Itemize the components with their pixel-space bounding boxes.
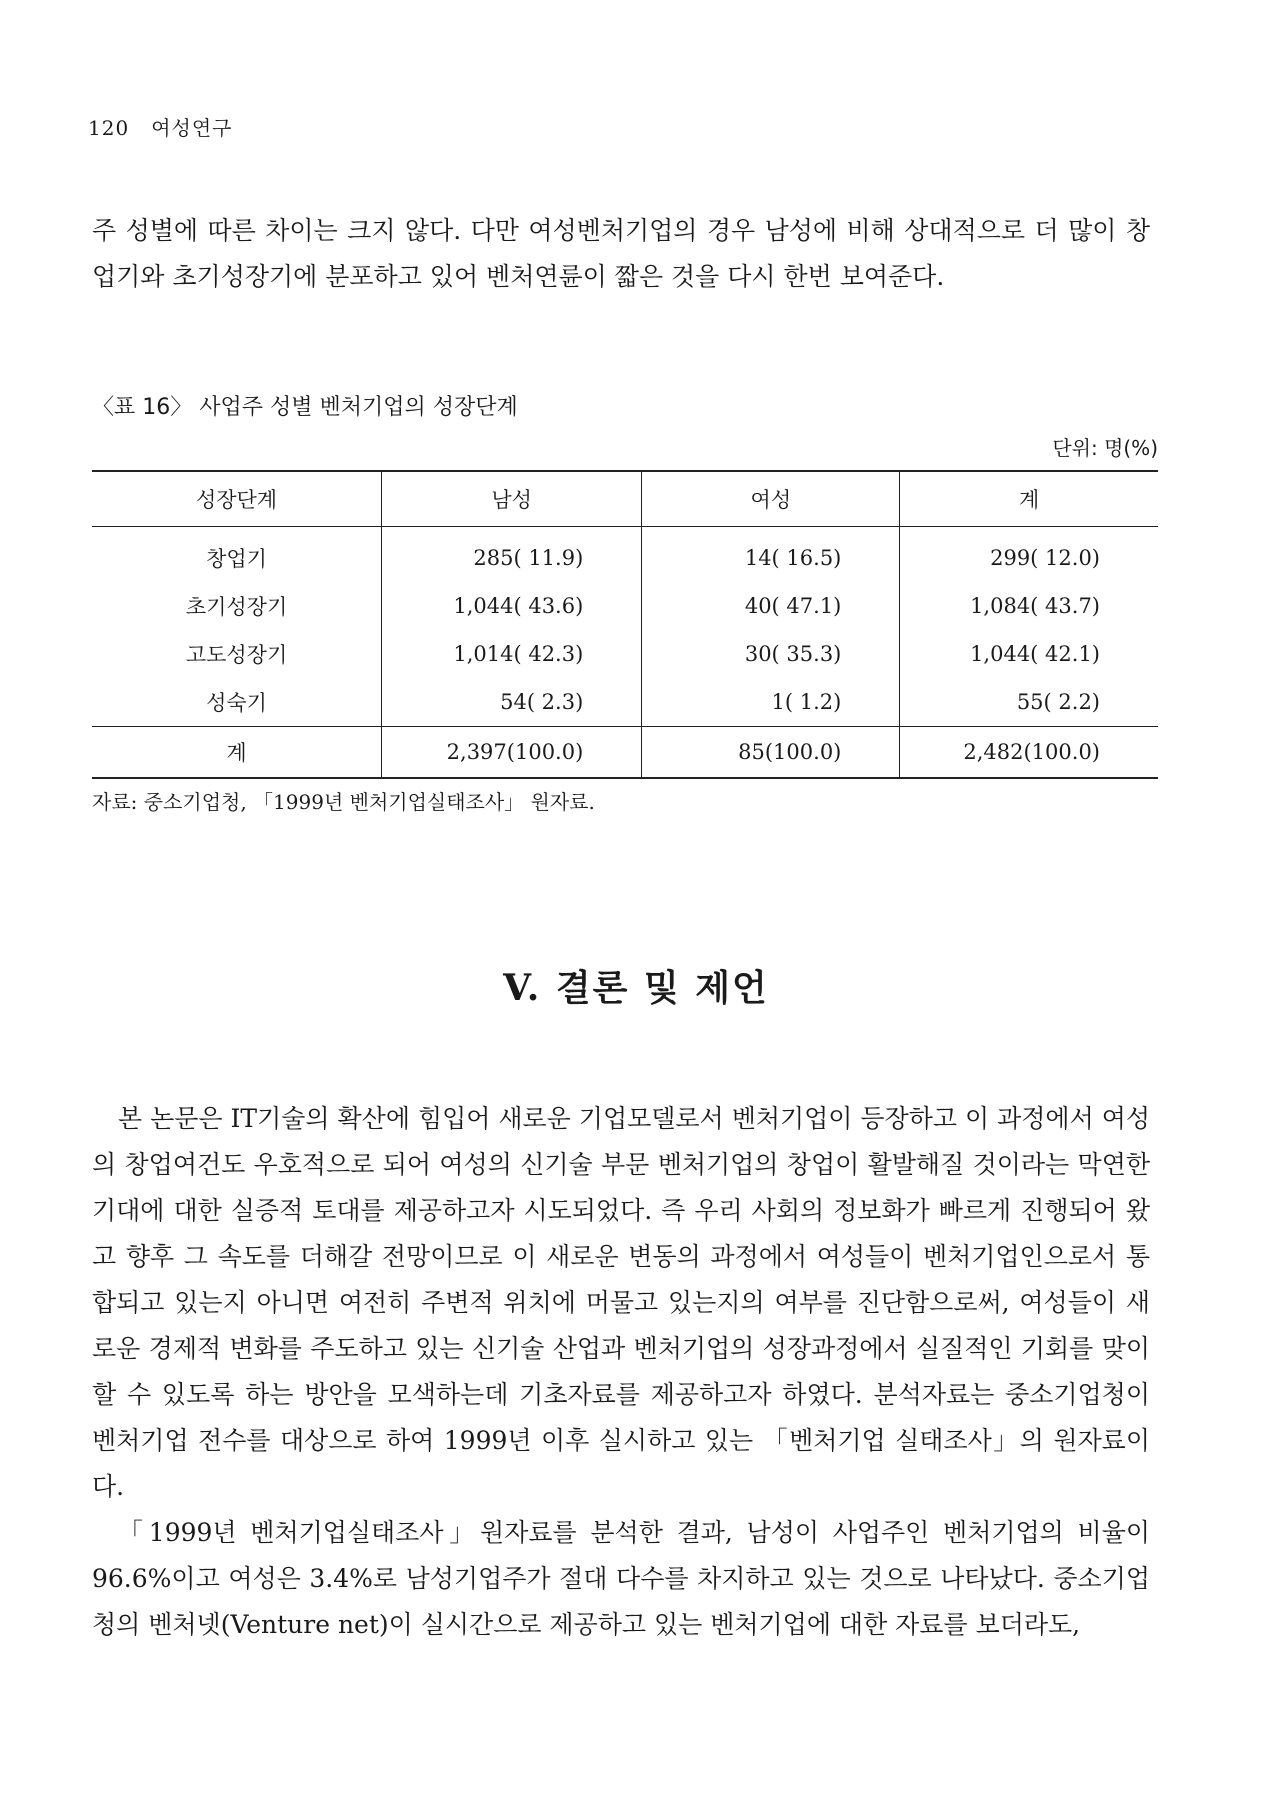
row-stage: 고도성장기 [185,643,288,667]
header-male: 남성 [382,471,642,527]
total-male: 2,397(100.0) [382,727,642,779]
conclusion-body [92,1096,1150,1648]
growth-stage-table [92,470,1158,779]
row-stage: 성숙기 [206,691,267,715]
table-row [92,582,1158,630]
row-male: 1,044( 43.6) [382,582,642,630]
row-total: 1,044( 42.1) [900,630,1158,678]
row-female: 1( 1.2) [642,678,900,727]
row-total: 1,084( 43.7) [900,582,1158,630]
intro-paragraph: 주 성별에 따른 차이는 크지 않다. 다만 여성벤처기업의 경우 남성에 비해 상대적으로 더 많이 창업기와 초기성장기에 분포하고 있어 벤처연륜이 짧은 것을 다시 한번 보여준다. [92,216,1150,291]
row-total: 55( 2.2) [900,678,1158,727]
journal-title: 여성연구 [151,116,233,140]
header-total: 계 [900,471,1158,527]
row-female: 14( 16.5) [642,527,900,583]
section-heading: V. 결론 및 제언 [503,967,769,1009]
table-total-row [92,727,1158,779]
row-female: 30( 35.3) [642,630,900,678]
total-female: 85(100.0) [642,727,900,779]
running-header [88,112,254,141]
body-paragraph-1: 본 논문은 IT기술의 확산에 힘입어 새로운 기업모델로서 벤처기업이 등장하고 이 과정에서 여성의 창업여건도 우호적으로 되어 여성의 신기술 부문 벤처기업의 창업이 활발해질 것이라는 막연한 기대에 대한 실증적 토대를 제공하고자 시도되었다. 즉 우리 사회의 정보화가 빠르게 진행되어 왔고 향후 그 속도를 더해갈 전망이므로 이 새로운 변동의 과정에서 여성들이 벤처기업인으로서 통합되고 있는지 아니면 여전히 주변적 위치에 머물고 있는지의 여부를 진단함으로써, 여성들이 새로운 경제적 변화를 주도하고 있는 신기술 산업과 벤처기업의 성장과정에서 실질적인 기회를 맞이할 수 있도록 하는 방안을 모색하는데 기초자료를 제공하고자 하였다. 분석자료는 중소기업청이 벤처기업 전수를 대상으로 하여 1999년 이후 실시하고 있는 「벤처기업 실태조사」의 원자료이다. [92,1104,1150,1501]
table-source: 자료: 중소기업청, 「1999년 벤처기업실태조사」 원자료. [92,790,595,814]
header-stage: 성장단계 [92,471,382,527]
row-stage: 창업기 [206,547,267,571]
row-stage: 초기성장기 [185,595,288,619]
total-all: 2,482(100.0) [900,727,1158,779]
row-male: 285( 11.9) [382,527,642,583]
table-header-row [92,471,1158,527]
row-female: 40( 47.1) [642,582,900,630]
table-row [92,630,1158,678]
row-total: 299( 12.0) [900,527,1158,583]
table-row [92,527,1158,583]
page-number: 120 [88,116,130,140]
total-label: 계 [92,727,382,779]
table-row [92,678,1158,727]
header-female: 여성 [642,471,900,527]
table-caption: 〈표 16〉 사업주 성별 벤처기업의 성장단계 [92,395,518,420]
table-unit: 단위: 명(%) [1052,436,1158,460]
row-male: 54( 2.3) [382,678,642,727]
row-male: 1,014( 42.3) [382,630,642,678]
body-paragraph-2: 「1999년 벤처기업실태조사」원자료를 분석한 결과, 남성이 사업주인 벤처기업의 비율이 96.6%이고 여성은 3.4%로 남성기업주가 절대 다수를 차지하고 있는 것으로 나타났다. 중소기업청의 벤처넷(Venture net)이 실시간으로 제공하고 있는 벤처기업에 대한 자료를 보더라도, [92,1518,1150,1639]
